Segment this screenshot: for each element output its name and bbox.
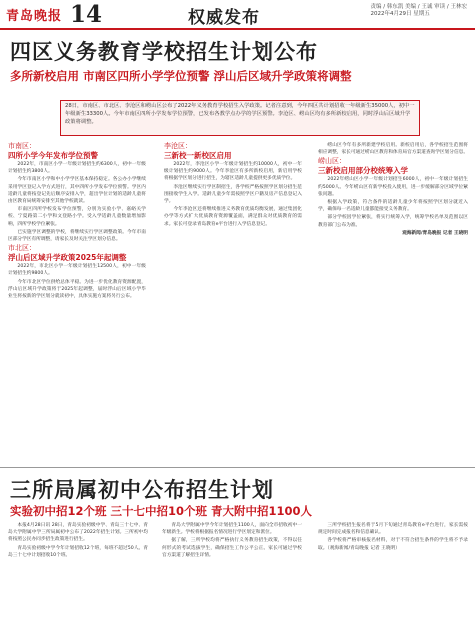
paragraph: 2022年崂山区小学一年级计划招生6000人，初中一年级计划招生约5000人。今年崂山区有新学校投入使用，进一步缓解部分区域学位紧张问题。 [318, 177, 468, 197]
editor-credits: 责编 / 韩东凯 美编 / 王诚 审读 / 王林宏 [370, 4, 467, 10]
section-district: 李沧区： [164, 142, 192, 150]
article1-credit: 观海新闻/青岛晚报 记者 王晓明 [402, 230, 468, 236]
section-heading-laoshan [318, 157, 468, 175]
paragraph: 今年市南区小学和中小学学区基本保持稳定。各公办小学继续采用学区登记入学方式进行，其中四所小学发布学位预警。学区内适龄儿童将按登记先后顺序安排入学，超出学位计划的适龄儿童将由区教育局统筹安排至其他学校就读。 [8, 177, 146, 205]
section-heading-shibei [8, 244, 146, 262]
article2-column-3 [318, 522, 468, 553]
masthead [0, 0, 475, 30]
paragraph: 2022年，李沧区小学一年级计划招生约10000人，初中一年级计划招生约9000人。今年李沧区有多所新校启用，新启用学校将根据学区划分进行招生，为辖区适龄儿童提供更多优质学位。 [164, 162, 302, 182]
paragraph: 今年市北区学位供给总体平稳。为进一步优化教育资源配置，浮山后区域升学政策将于2025年起调整，届时浮山后区域小学毕业生将按新的学区划分就读初中，具体实施方案将另行公布。 [8, 279, 146, 300]
article1-subhead: 多所新校启用 市南区四所小学学位预警 浮山后区域升学政策将调整 [10, 69, 352, 83]
page-number: 14 [70, 1, 103, 28]
paragraph: 已实施学区调整的学校，将继续实行学区调整政策。今年市南区部分学区有所调整，请家长及时关注学区划分信息。 [8, 229, 146, 243]
article-divider [0, 467, 475, 468]
article1-column-2 [164, 142, 302, 229]
paragraph: 部分学校因学位紧张，将实行统筹入学，统筹学校名单及范围以区教育部门公布为准。 [318, 215, 468, 228]
article1-headline: 四区义务教育学校招生计划公布 [10, 40, 318, 64]
section-heading-licang [164, 142, 302, 160]
section-district: 市北区： [8, 244, 36, 253]
article2-column-1 [8, 522, 148, 560]
section-title-text: 三新校一新校区启用 [164, 151, 232, 160]
paragraph: 李沧区继续实行学区制招生，各学校严格按照学区划分招生范围接收学生入学。适龄儿童少年需按照学区户籍及房产信息登记入学。 [164, 184, 302, 205]
section-district: 崂山区： [318, 157, 346, 166]
article2-headline: 三所局属初中公布招生计划 [10, 478, 274, 502]
section-title-text: 四所小学今年发布学位预警 [8, 151, 98, 160]
paragraph: 根据入学政策，符合条件的适龄儿童少年将按照学区划分就近入学，确保每一名适龄儿童都能接受义务教育。 [318, 200, 468, 213]
paragraph: 青岛实验初级中学今年计划招收12个班，每班不超过50人。青岛三十七中计划招收10个班。 [8, 545, 148, 558]
article2-column-2 [162, 522, 302, 560]
issue-date: 2022年4月29日 星期五 [370, 11, 430, 17]
paragraph: 三所学校招生报名将于5月下旬通过青岛教育e平台进行，家长需按规定时间完成报名和信息确认。 [318, 523, 468, 536]
paragraph: 市南区四所学校发布学位预警，分别为实验小学、嘉峪关学校、宁夏路第二小学和文登路小学。受入学适龄儿童数量增加影响，四所学校学位紧张。 [8, 207, 146, 227]
section-heading-shinan [8, 142, 146, 160]
section-title-text: 三新校启用部分校统筹入学 [318, 166, 408, 176]
section-title-text: 浮山后区域升学政策2025年起调整 [8, 253, 127, 263]
newspaper-logo: 青岛晚报 [6, 9, 63, 24]
section-district: 市南区： [8, 142, 36, 150]
article1-lead: 28日，市南区、市北区、李沧区和崂山区公布了2022年义务教育学校招生入学政策。记者注意到，今年四区共计划招收一年级新生35000人，初中一年级新生33300人。今年市南区四所小学发布学位预警，已发布各教学点办学的学区预警。李沧区、崂山区均有多所新校启用，同时浮山后区域升学政策将调整。 [60, 100, 420, 136]
paragraph: 本报4月28日讯 28日，青岛实验初级中学、青岛三十七中、青岛大学附属中学三所局属初中公布了2022年招生计划。三所初中均将按照公民办同步招生政策进行招生。 [8, 523, 148, 543]
paragraph: 各学校将严格审核报名材料，对于不符合招生条件的学生将不予录取。（观海新闻/青岛晚报 记者 王晓明） [318, 538, 468, 551]
paragraph: 青岛大学附属中学今年计划招生1100人，面向全市招收初中一年级新生。学校将根据报名情况进行学区划定和派位。 [162, 523, 302, 536]
paragraph: 据了解，三所学校均将严格执行义务教育招生政策，不得以任何形式的考试选拔学生，确保招生工作公平公正。家长可通过学校官方渠道了解招生详情。 [162, 538, 302, 558]
section-title: 权威发布 [188, 8, 260, 28]
paragraph: 2022年，市南区小学一年级计划招生约6300人，初中一年级计划招生约3800人。 [8, 162, 146, 175]
article2-subhead: 实验初中招12个班 三十七中招10个班 青大附中招1100人 [10, 504, 313, 518]
paragraph: 崂山区今年有多所新建学校启用。新校启用后，各学校招生范围将相应调整，家长可通过崂山区教育和体育局官方渠道查询学区划分信息。 [318, 143, 469, 156]
article1-column-1 [8, 142, 146, 301]
article1-column-3 [318, 142, 468, 238]
paragraph: 2022年，市北区小学一年级计划招生12500人，初中一年级计划招生约9800人。 [8, 264, 146, 277]
paragraph: 今年李沧区还将继续推进义务教育优质均衡发展，通过集团化办学等方式扩大优质教育资源覆盖面，满足群众对优质教育的需求。家长可登录青岛教育e平台进行入学信息登记。 [164, 207, 302, 227]
masthead-meta [370, 4, 467, 18]
